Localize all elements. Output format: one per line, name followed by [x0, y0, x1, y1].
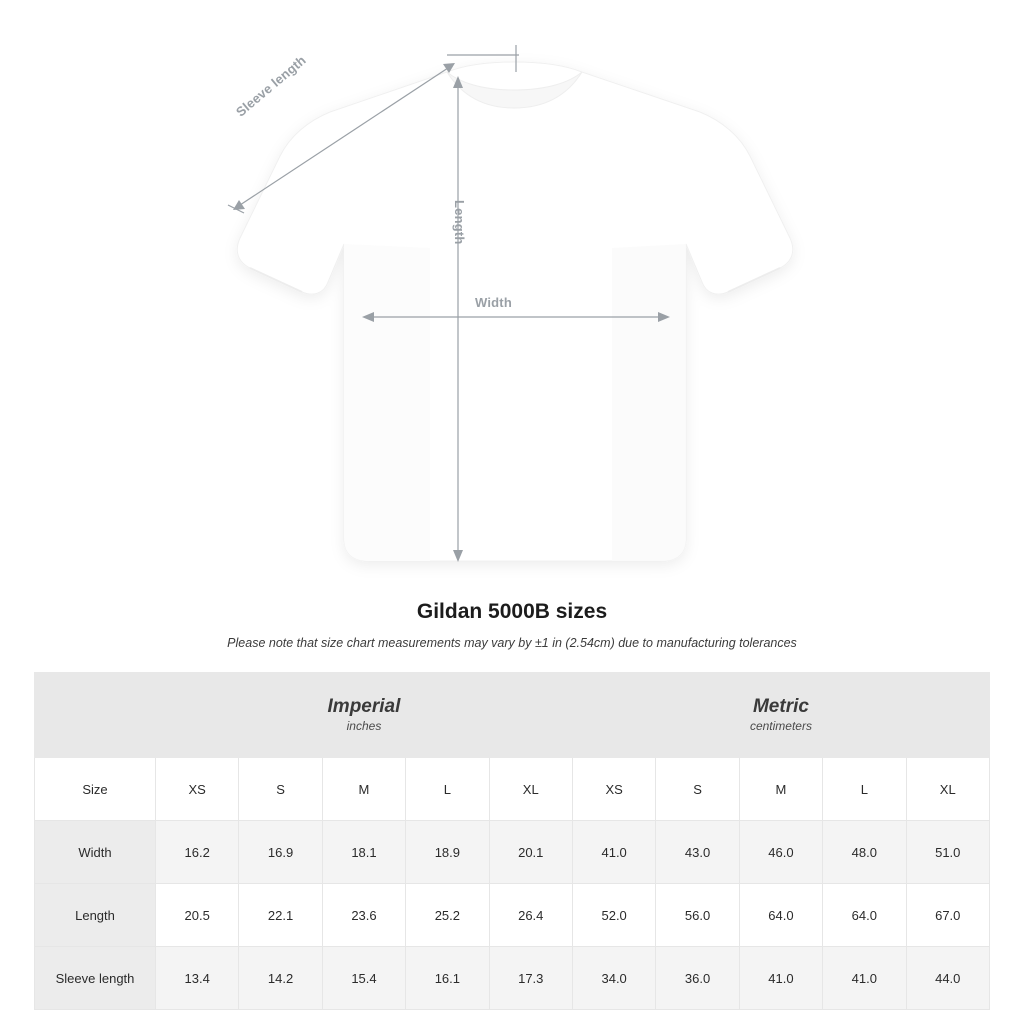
cell-sleeve-metric-l: 41.0	[823, 947, 906, 1010]
group-header-corner	[35, 673, 156, 758]
column-header-metric-xl: XL	[906, 758, 989, 821]
cell-width-metric-l: 48.0	[823, 821, 906, 884]
cell-length-imperial-l: 25.2	[406, 884, 489, 947]
row-header-width: Width	[35, 821, 156, 884]
table-row	[35, 947, 990, 1010]
cell-length-metric-m: 64.0	[739, 884, 822, 947]
cell-sleeve-imperial-xl: 17.3	[489, 947, 572, 1010]
cell-sleeve-imperial-s: 14.2	[239, 947, 322, 1010]
cell-length-metric-l: 64.0	[823, 884, 906, 947]
cell-sleeve-imperial-l: 16.1	[406, 947, 489, 1010]
cell-length-imperial-xl: 26.4	[489, 884, 572, 947]
cell-length-imperial-xs: 20.5	[156, 884, 239, 947]
page-title: Gildan 5000B sizes	[416, 600, 608, 623]
cell-sleeve-imperial-xs: 13.4	[156, 947, 239, 1010]
cell-length-metric-xl: 67.0	[906, 884, 989, 947]
length-label: Length	[452, 200, 467, 245]
title-block	[0, 600, 1024, 650]
tolerance-note: Please note that size chart measurements may vary by ±1 in (2.54cm) due to manufacturing tolerances	[227, 636, 797, 650]
column-header-imperial-s: S	[239, 758, 322, 821]
column-header-imperial-xl: XL	[489, 758, 572, 821]
column-header-size: Size	[35, 758, 156, 821]
cell-sleeve-metric-m: 41.0	[739, 947, 822, 1010]
cell-length-metric-s: 56.0	[656, 884, 739, 947]
cell-width-imperial-m: 18.1	[322, 821, 405, 884]
group-unit-imperial: inches	[346, 719, 382, 734]
cell-width-metric-m: 46.0	[739, 821, 822, 884]
size-chart-table	[34, 672, 990, 1010]
width-label: Width	[475, 295, 512, 310]
cell-width-metric-s: 43.0	[656, 821, 739, 884]
group-title-imperial: Imperial	[327, 695, 401, 717]
sleeve-length-label: Sleeve length	[233, 52, 309, 120]
column-header-metric-s: S	[656, 758, 739, 821]
cell-width-metric-xl: 51.0	[906, 821, 989, 884]
row-header-length: Length	[35, 884, 156, 947]
group-header-metric	[572, 673, 989, 758]
cell-sleeve-imperial-m: 15.4	[322, 947, 405, 1010]
column-header-imperial-l: L	[406, 758, 489, 821]
group-unit-metric: centimeters	[749, 719, 812, 734]
cell-width-imperial-s: 16.9	[239, 821, 322, 884]
cell-length-metric-xs: 52.0	[572, 884, 655, 947]
column-header-metric-m: M	[739, 758, 822, 821]
table-row	[35, 821, 990, 884]
row-header-sleeve-length: Sleeve length	[35, 947, 156, 1010]
cell-width-metric-xs: 41.0	[572, 821, 655, 884]
cell-width-imperial-l: 18.9	[406, 821, 489, 884]
cell-length-imperial-m: 23.6	[322, 884, 405, 947]
group-header-imperial	[156, 673, 573, 758]
group-title-metric: Metric	[752, 695, 809, 717]
column-header-metric-xs: XS	[572, 758, 655, 821]
table-group-header-row	[35, 673, 990, 758]
table-row	[35, 884, 990, 947]
cell-width-imperial-xl: 20.1	[489, 821, 572, 884]
column-header-imperial-xs: XS	[156, 758, 239, 821]
size-table-wrap	[34, 672, 990, 1010]
cell-length-imperial-s: 22.1	[239, 884, 322, 947]
cell-sleeve-metric-xs: 34.0	[572, 947, 655, 1010]
column-header-imperial-m: M	[322, 758, 405, 821]
cell-sleeve-metric-xl: 44.0	[906, 947, 989, 1010]
table-column-header-row	[35, 758, 990, 821]
column-header-metric-l: L	[823, 758, 906, 821]
cell-sleeve-metric-s: 36.0	[656, 947, 739, 1010]
cell-width-imperial-xs: 16.2	[156, 821, 239, 884]
